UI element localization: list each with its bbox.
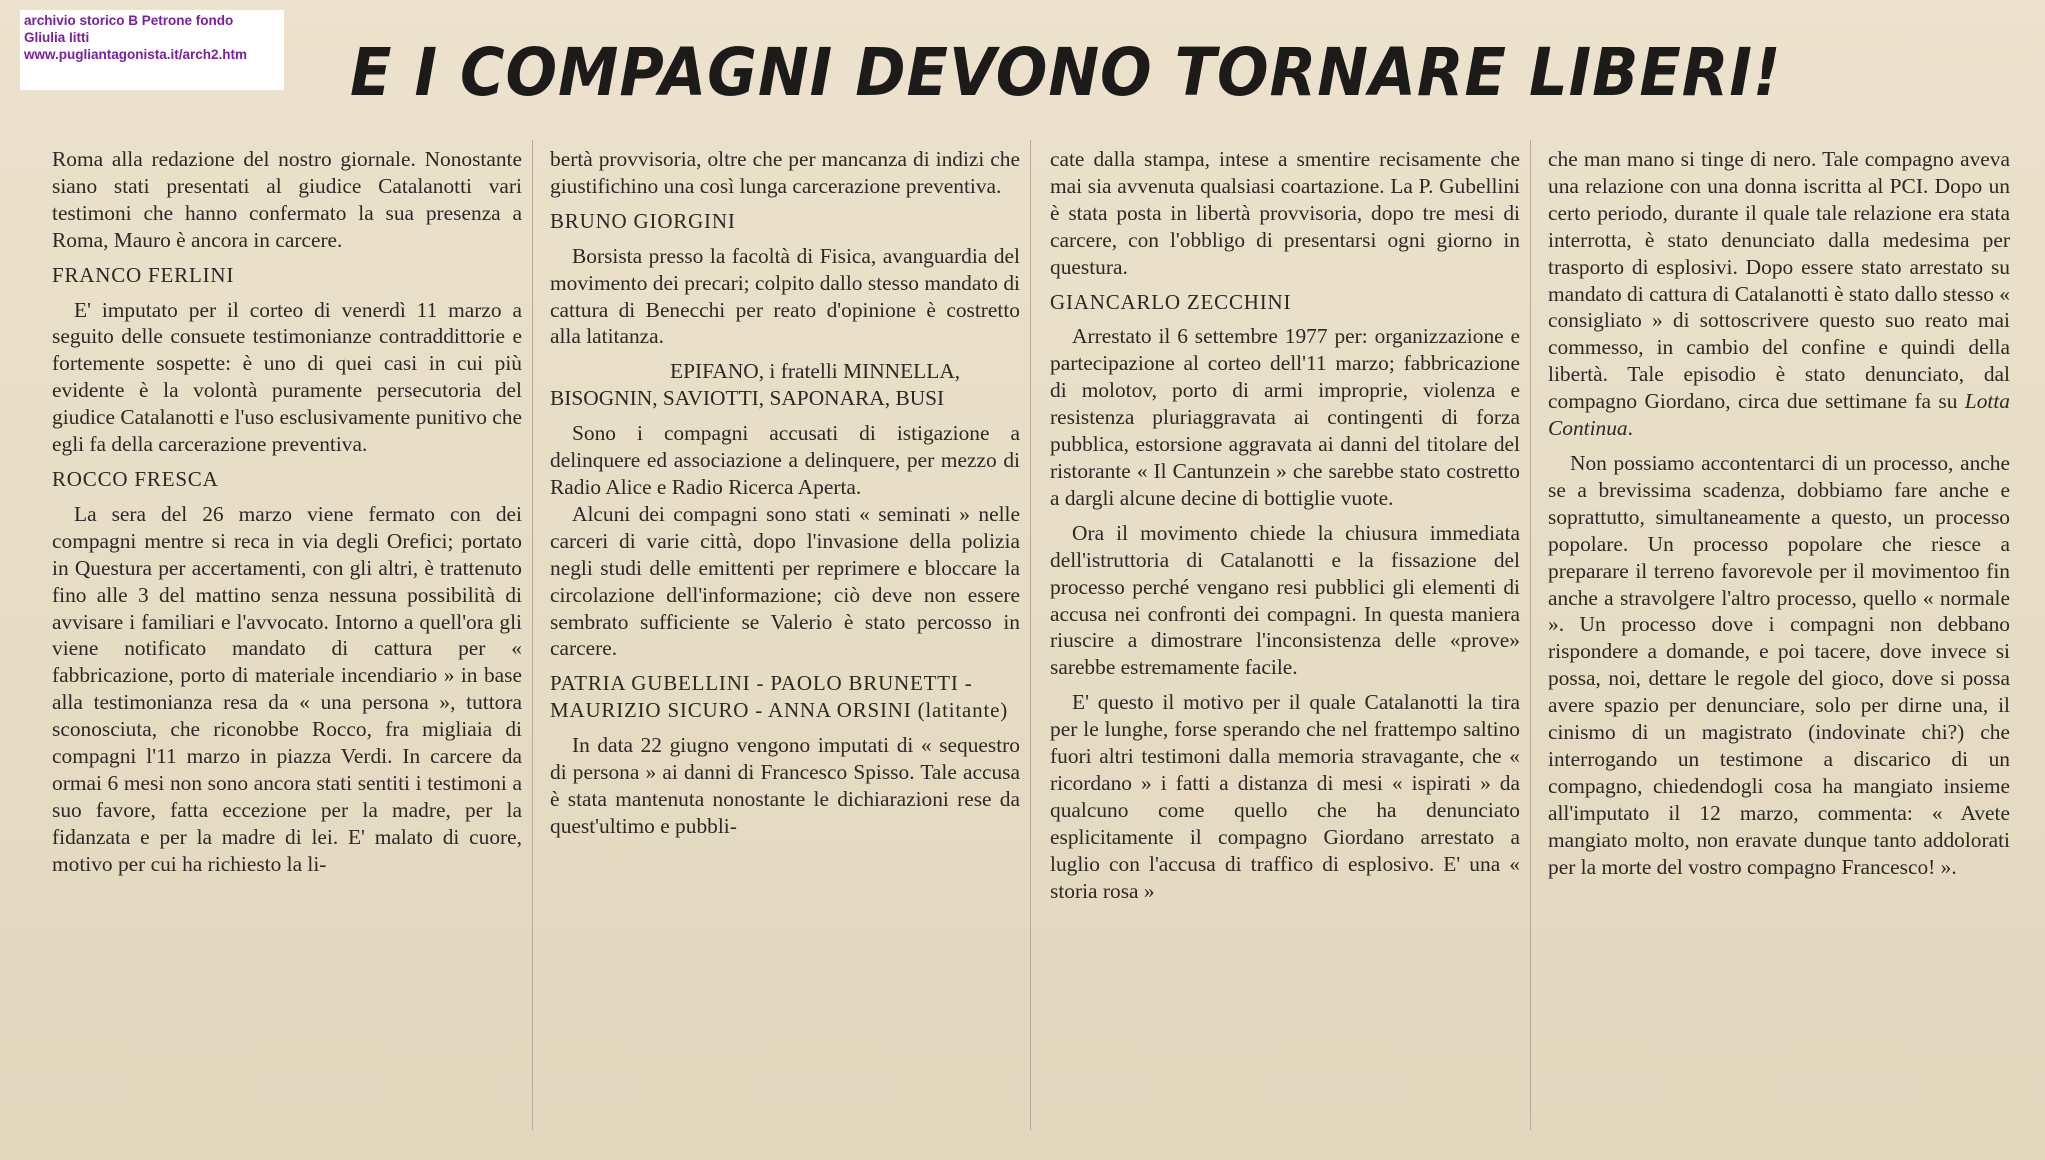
paragraph: cate dalla stampa, intese a smentire recisamente che mai sia avvenuta qualsiasi coartazione. La P. Gubellini è stata posta in libertà provvisoria, dopo tre mesi di carcere, con l'obbligo di presentarsi ogni giorno in questura. [1050, 147, 1520, 279]
paragraph: Alcuni dei compagni sono stati « seminati » nelle carceri di varie città, dopo l'invasione della polizia negli studi delle emittenti per reprimere e bloccare la circolazione dell'informazione; ciò deve non essere sembrato sufficiente se Valerio è stato percosso in carcere. [550, 501, 1020, 661]
column-divider [1530, 140, 1531, 1130]
column-divider [1030, 140, 1031, 1130]
archive-label-line-1: archivio storico B Petrone fondo [24, 13, 234, 28]
column-divider [532, 140, 533, 1130]
archive-label-line-3: www.pugliantagonista.it/arch2.htm [24, 47, 248, 62]
paragraph: bertà provvisoria, oltre che per mancanza di indizi che giustifichino una così lunga carcerazione preventiva. [550, 147, 1020, 198]
names-heading: EPIFANO, i fratelli MINNELLA, BISOGNIN, SAVIOTTI, SAPONARA, BUSI [550, 359, 961, 411]
paragraph: In data 22 giugno vengono imputati di « sequestro di persona » ai danni di Francesco Spisso. Tale accusa è stata mantenuta nonostante le dichiarazioni rese da quest'ultimo e pubbli- [550, 733, 1020, 838]
article-column-3 [1050, 146, 1520, 1146]
paragraph: Non possiamo accontentarci di un processo, anche se a brevissima scadenza, dobbiamo fare anche e soprattutto, simultaneamente a questo, un processo popolare. Un processo popolare che riesce a preparare il terreno favorevole per il movimentoo fin anche a stravolgere l'altro processo, quello « normale ». Un processo dove i compagni non debbano rispondere a domande, e poi tacere, dove invece si possa, noi, dettare le regole del gioco, dove si possa avere spazio per denunciare, solo per dirne una, il cinismo di un magistrato (indovinate chi?) che interrogando un testimone a discarico di un compagno, chiedendogli cosa ha mangiato insieme all'imputato il 12 marzo, commenta: « Avete mangiato molto, non eravate dunque tanto addolorati per la morte del vostro compagno Francesco! ». [1548, 450, 2010, 879]
article-column-4 [1548, 146, 2010, 1146]
paragraph: La sera del 26 marzo viene fermato con dei compagni mentre si reca in via degli Orefici; portato in Questura per accertamenti, con gli altri, è trattenuto fino alle 3 del mattino senza nessuna possibilità di avvisare i familiari e l'avvocato. Intorno a quell'ora gli viene notificato mandato di cattura per « fabbricazione, porto di materiale incendiario » in base alla testimonianza resa da « una persona », tuttora sconosciuta, che riconobbe Rocco, fra migliaia di compagni l'11 marzo in piazza Verdi. In carcere da ormai 6 mesi non sono ancora stati sentiti i testimoni a suo favore, fatta eccezione per la madre, per la fidanzata e per la madre di lei. E' malato di cuore, motivo per cui ha richiesto la li- [52, 501, 522, 876]
section-heading: PATRIA GUBELLINI - PAOLO BRUNETTI - MAURIZIO SICURO - ANNA ORSINI (latitante) [550, 671, 1009, 723]
article-column-1 [52, 146, 522, 1146]
archive-label-line-2: Gliulia Iitti [24, 30, 90, 45]
headline: E I COMPAGNI DEVONO TORNARE LIBERI! [350, 34, 1782, 111]
paragraph: Ora il movimento chiede la chiusura immediata dell'istruttoria di Catalanotti e la fissazione del processo perché vengano resi pubblici gli elementi di accusa nei confronti dei compagni. In questa maniera riuscire a dimostrare l'inconsistenza delle «prove» sarebbe estremamente facile. [1050, 520, 1520, 680]
paragraph-end: . [1627, 416, 1633, 441]
paragraph: E' imputato per il corteo di venerdì 11 marzo a seguito delle consuete testimonianze contraddittorie e fortemente sospette: è uno di quei casi in cui più evidente è la volontà puramente persecutoria del giudice Catalanotti e l'uso esclusivamente punitivo che egli fa della carcerazione preventiva. [52, 297, 522, 457]
article-column-2 [550, 146, 1020, 1146]
archive-watermark-label [20, 10, 284, 90]
paragraph: Arrestato il 6 settembre 1977 per: organizzazione e partecipazione al corteo dell'11 marzo; fabbricazione di molotov, porto di armi improprie, violenza e resistenza pluriaggravata ai contingenti di forza pubblica, estorsione aggravata ai danni del titolare del ristorante « Il Cantunzein » che sarebbe stato costretto a dargli alcune decine di bottiglie vuote. [1050, 324, 1520, 510]
paragraph: Roma alla redazione del nostro giornale. Nonostante siano stati presentati al giudice Catalanotti vari testimoni che hanno confermato la sua presenza a Roma, Mauro è ancora in carcere. [52, 147, 522, 252]
paragraph: Sono i compagni accusati di istigazione a delinquere ed associazione a delinquere, per mezzo di Radio Alice e Radio Ricerca Aperta. [550, 421, 1020, 499]
paragraph: Borsista presso la facoltà di Fisica, avanguardia del movimento dei precari; colpito dallo stesso mandato di cattura di Benecchi per reato d'opinione è costretto alla latitanza. [550, 243, 1020, 349]
section-heading: FRANCO FERLINI [52, 262, 235, 287]
section-heading: GIANCARLO ZECCHINI [1050, 289, 1292, 314]
section-heading: ROCCO FRESCA [52, 466, 219, 491]
paragraph-text: che man mano si tinge di nero. Tale compagno aveva una relazione con una donna iscritta al PCI. Dopo un certo periodo, durante il quale tale relazione era stata interrotta, è stato denunciato dalla medesima per trasporto di esplosivi. Dopo essere stato arrestato su mandato di cattura di Catalanotti è stato dallo stesso « consigliato » di sottoscrivere questo suo reato mai commesso, in cambio del confine e quindi della libertà. Tale episodio è stato denunciato, dal compagno Giordano, circa due settimane fa su [1548, 147, 2010, 414]
section-heading: BRUNO GIORGINI [550, 208, 736, 233]
paragraph [1548, 146, 2010, 442]
newspaper-name: Lotta Continua [1548, 389, 2010, 441]
paragraph: E' questo il motivo per il quale Catalanotti la tira per le lunghe, forse sperando che nel frattempo saltino fuori altri testimoni dalla memoria stravagante, che « ricordano » i fatti a distanza di mesi « ispirati » da qualcuno come quello che ha denunciato esplicitamente il compagno Giordano arrestato a luglio con l'accusa di traffico di esplosivo. E' una « storia rosa » [1050, 690, 1520, 903]
